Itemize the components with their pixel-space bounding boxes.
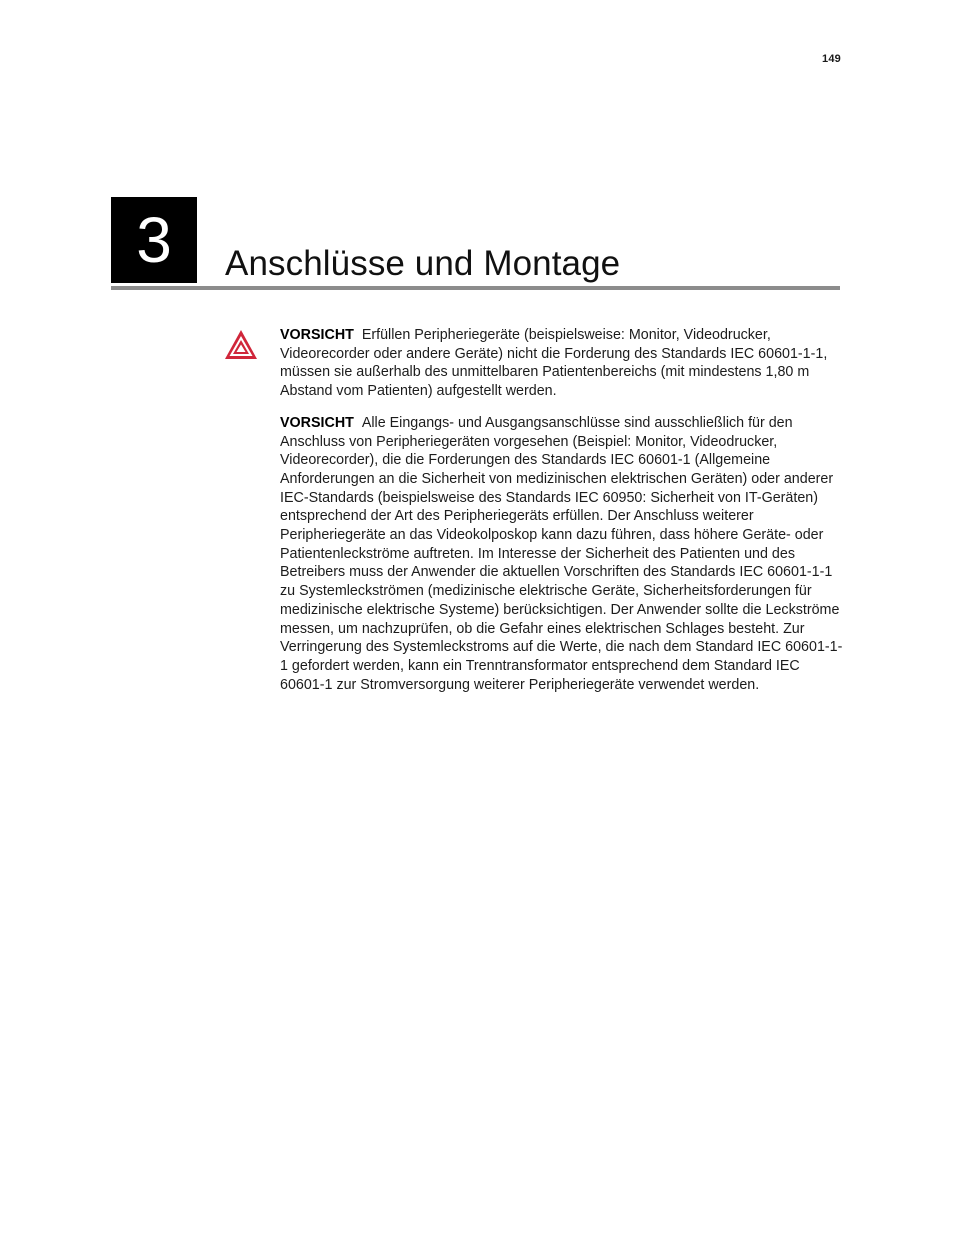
warning-text: Erfüllen Peripheriegeräte (beispielsweise: Monitor, Videodrucker, Videorecorder oder andere Geräte) nicht die Forderung des Standards IEC 60601-1-1, müssen sie außerhalb des unmittelbaren Patientenbereichs (mit mindestens 1,80 m Abstand vom Patienten) aufgestellt werden. [280,327,828,400]
warning-label: VORSICHT [280,327,354,343]
warning-paragraph [280,326,845,401]
warning-label: VORSICHT [280,414,354,431]
chapter-number: 3 [136,204,172,276]
chapter-number-block [111,197,197,283]
chapter-title: Anschlüsse und Montage [225,244,621,283]
warnings-section [280,326,845,707]
page-number: 149 [822,53,841,65]
title-divider [111,286,840,290]
warning-triangle-icon [223,328,259,362]
warning-text: Alle Eingangs- und Ausgangsanschlüsse sind ausschließlich für den Anschluss von Peripheriegeräten vorgesehen (Beispiel: Monitor, Videodrucker, Videorecorder), die die Forderungen des Standards IEC 60601-1 (Allgemeine Anforderungen an die Sicherheit von medizinischen elektrischen Geräten) oder anderer IEC-Standards (beispielsweise des Standards IEC 60950: Sicherheit von IT-Geräten) entsprechend der Art des Peripheriegeräts erfüllen. Der Anschluss weiterer Peripheriegeräte an das Videokolposkop kann dazu führen, dass höhere Geräte- oder Patientenleckströme auftreten. Im Interesse der Sicherheit des Patienten und des Betreibers muss der Anwender die aktuellen Vorschriften des Standards IEC 60601-1-1 zu Systemleckströmen (medizinische elektrische Geräte, Sicherheitsforderungen für medizinische elektrische Systeme) berücksichtigen. Der Anwender sollte die Leckströme messen, um nachzuprüfen, ob die Gefahr eines elektrischen Schlages besteht. Zur Verringerung des Systemleckstroms auf die Werte, die nach dem Standard IEC 60601-1-1 gefordert werden, kann ein Trenntransformator entsprechend dem Standard IEC 60601-1 zur Stromversorgung weiterer Peripheriegeräte verwendet werden. [280,414,843,693]
warning-paragraph [280,414,845,695]
